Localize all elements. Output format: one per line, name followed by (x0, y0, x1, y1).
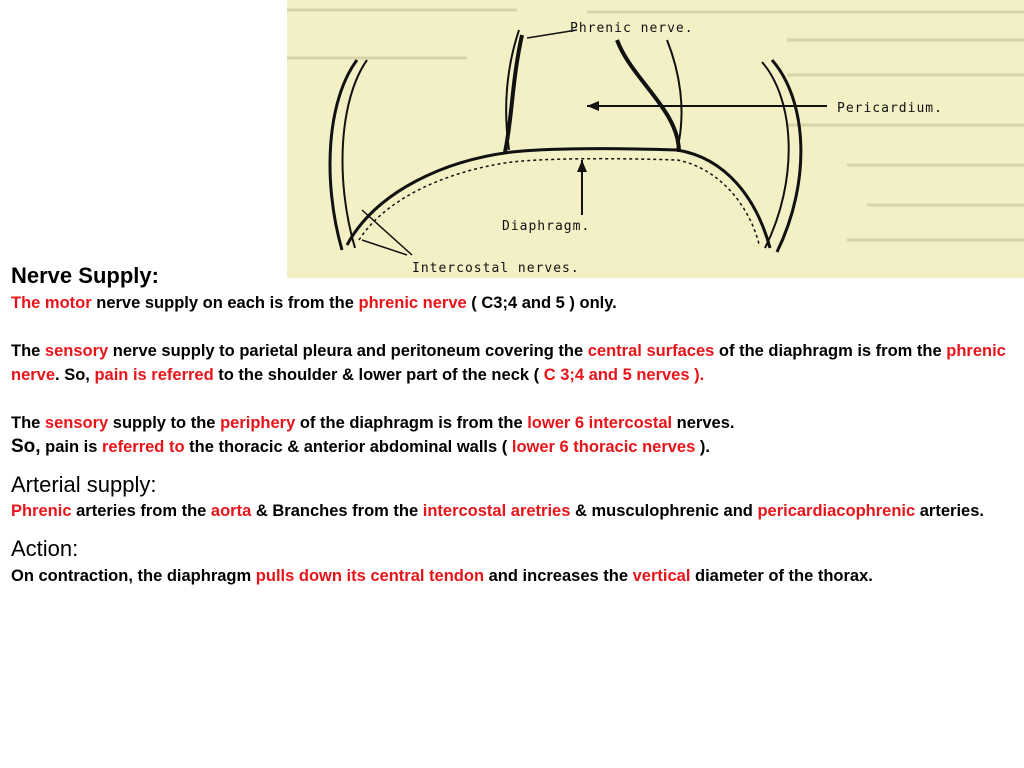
action-heading: Action: (11, 536, 79, 562)
arterial-supply-heading: Arterial supply: (11, 471, 157, 497)
nerve-sensory-periphery-paragraph: The sensory supply to the periphery of the diaphragm is from the lower 6 intercostal nerves. (11, 413, 735, 432)
action-paragraph: On contraction, the diaphragm pulls down its central tendon and increases the vertical diameter of the thorax. (11, 566, 873, 585)
nerve-referred-paragraph: So, pain is referred to the thoracic & anterior abdominal walls ( lower 6 thoracic nerves ). (11, 435, 710, 457)
pericardium-outline (506, 30, 681, 150)
label-diaphragm: Diaphragm. (502, 219, 591, 234)
label-pericardium: Pericardium. (837, 101, 943, 116)
right-phrenic-nerve (617, 40, 679, 152)
nerve-sensory-central-paragraph: The sensory nerve supply to parietal pleura and peritoneum covering the central surfaces of the diaphragm is from the phrenic nerve. So, pain is referred to the shoulder & lower part of the neck ( C 3;4 and 5 nerves ). (11, 341, 1006, 384)
arterial-paragraph: Phrenic arteries from the aorta & Branches from the intercostal aretries & musculophrenic and pericardiacophrenic arteries. (11, 502, 984, 521)
nerve-supply-heading: Nerve Supply: (11, 263, 159, 288)
diaphragm-drawing (287, 0, 1024, 278)
diaphragm-diagram (287, 0, 1024, 278)
slide-text (11, 262, 1016, 588)
nerve-motor-paragraph: The motor nerve supply on each is from the phrenic nerve ( C3;4 and 5 ) only. (11, 293, 617, 312)
label-intercostal-nerves: Intercostal nerves. (412, 261, 580, 276)
label-phrenic-nerve: Phrenic nerve. (570, 21, 694, 36)
